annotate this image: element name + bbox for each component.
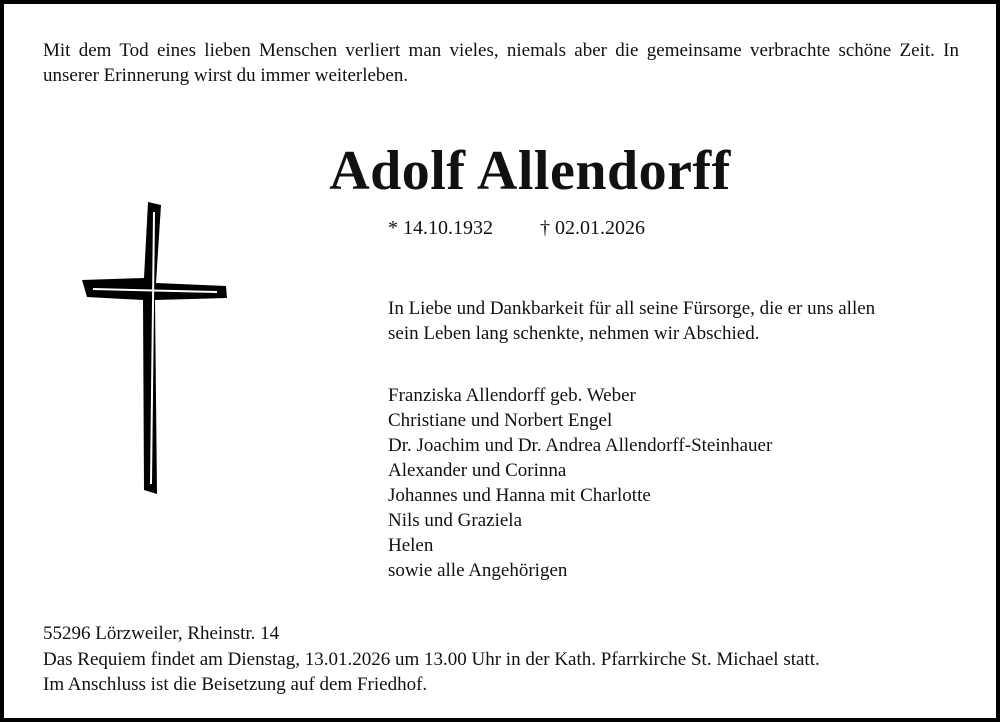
mourner: Nils und Graziela (388, 510, 523, 531)
service-info (43, 621, 820, 698)
intro-quote: Mit dem Tod eines lieben Menschen verliert man vieles, niemals aber die gemeinsame verbrachte schöne Zeit. In unserer Erinnerung wirst du immer weiterleben. (43, 40, 959, 86)
burial-info: Im Anschluss ist die Beisetzung auf dem Friedhof. (43, 674, 428, 695)
cross-icon (0, 0, 260, 510)
birth-date: * 14.10.1932 (388, 217, 493, 239)
address: 55296 Lörzweiler, Rheinstr. 14 (43, 623, 280, 644)
mourner: Alexander und Corinna (388, 460, 567, 481)
mourner: Franziska Allendorff geb. Weber (388, 385, 636, 406)
mourners-list (388, 383, 772, 583)
mourner: Helen (388, 535, 434, 556)
mourner: Christiane und Norbert Engel (388, 410, 613, 431)
mourner: Johannes und Hanna mit Charlotte (388, 485, 651, 506)
mourner: Dr. Joachim und Dr. Andrea Allendorff-Steinhauer (388, 435, 773, 456)
death-date: † 02.01.2026 (540, 217, 645, 239)
farewell-text (388, 296, 875, 346)
deceased-name: Adolf Allendorff (329, 140, 731, 202)
farewell-line: In Liebe und Dankbarkeit für all seine Fürsorge, die er uns allen (388, 298, 876, 319)
farewell-line: sein Leben lang schenkte, nehmen wir Abschied. (388, 323, 760, 344)
requiem-info: Das Requiem findet am Dienstag, 13.01.2026 um 13.00 Uhr in der Kath. Pfarrkirche St. Michael statt. (43, 648, 820, 670)
mourner: sowie alle Angehörigen (388, 560, 568, 581)
